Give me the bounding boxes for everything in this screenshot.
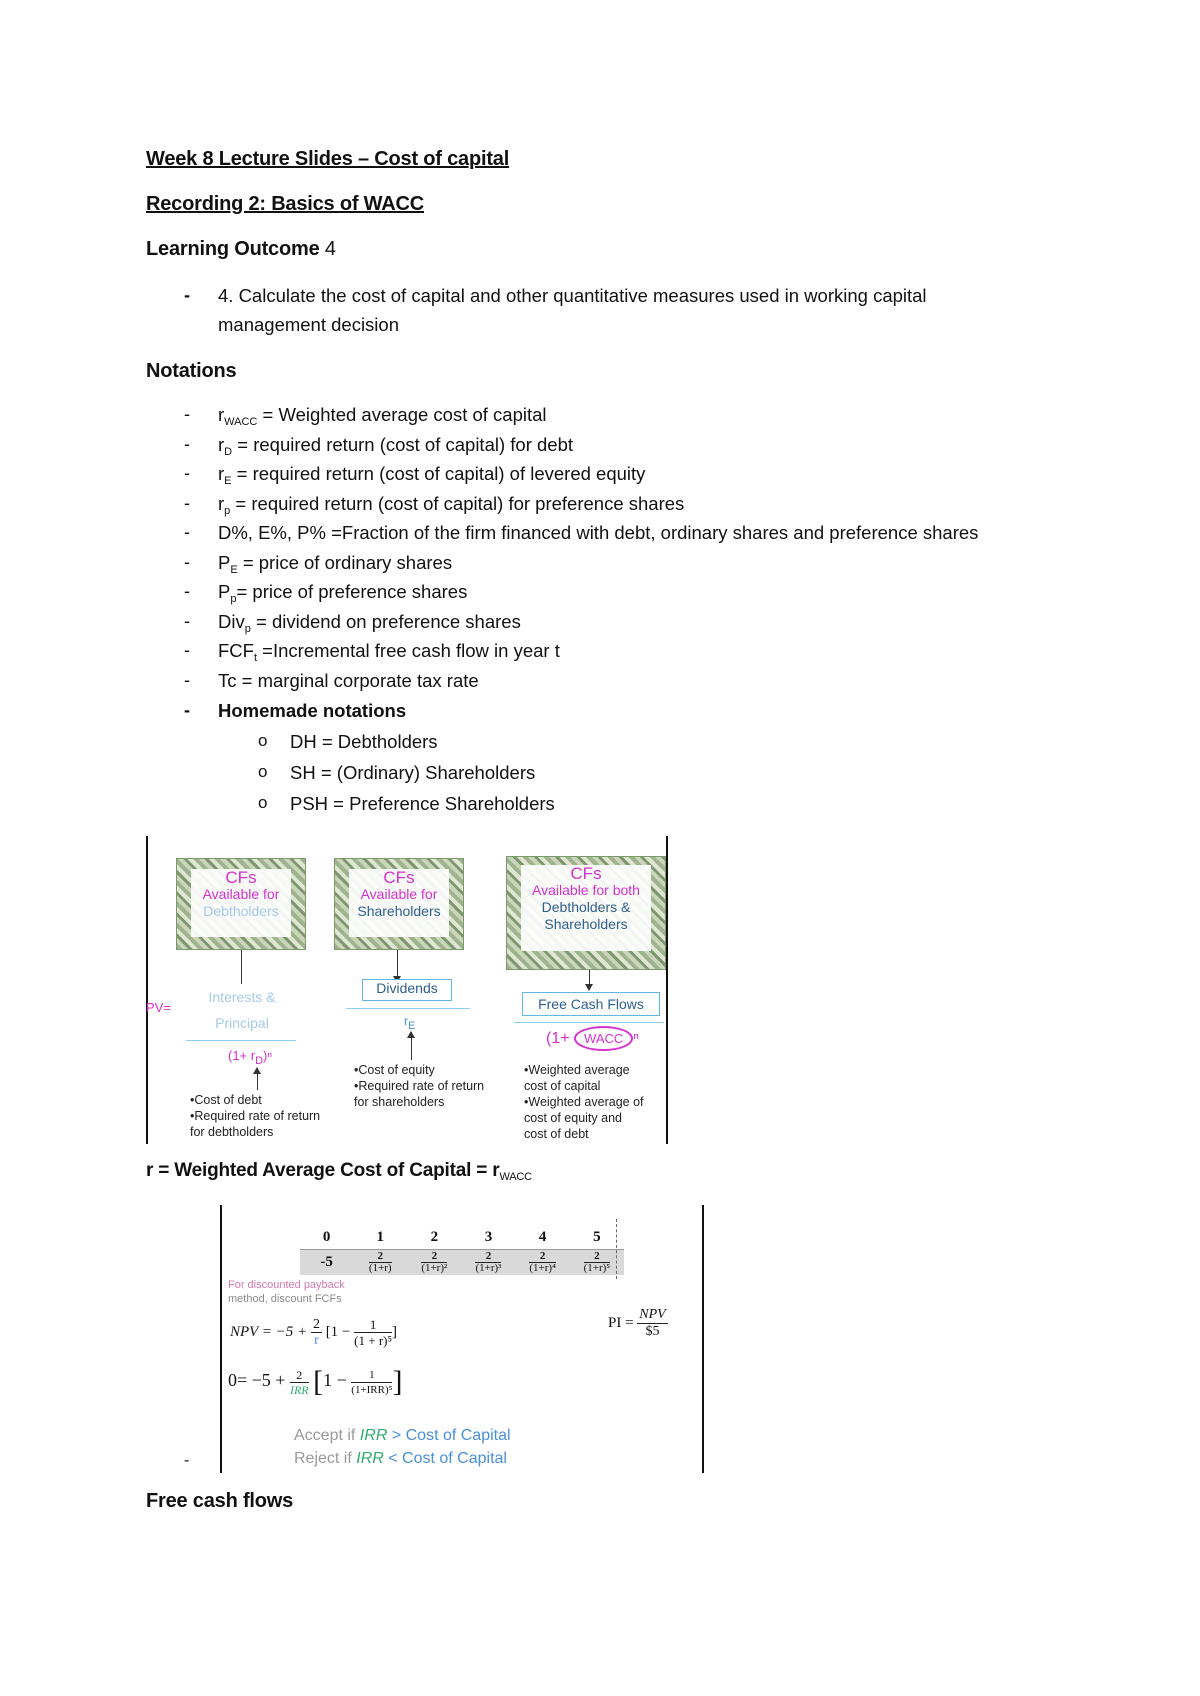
npv-formula: NPV = −5 + $\frac{2}{r} [1$ − $\frac{1}{\text{(1 + r)⁵}}$] bbox=[230, 1317, 398, 1348]
debt-denominator: $(1+ r_D)^n$ bbox=[228, 1048, 273, 1067]
figure2-left-rule bbox=[220, 1205, 222, 1473]
period-cell: 5 bbox=[593, 1228, 601, 1245]
wacc-note: •Weighted average cost of capital •Weighted average of cost of equity and cost of debt bbox=[524, 1063, 644, 1141]
notation-bullet: - bbox=[184, 610, 190, 631]
notation-item: $FCF_t$ =Incremental free cash flow in year t bbox=[218, 640, 560, 664]
npv-irr-figure bbox=[220, 1205, 704, 1473]
document-title: Week 8 Lecture Slides – Cost of capital bbox=[146, 148, 510, 170]
both-cf-line1: Available for both bbox=[532, 882, 640, 898]
notation-bullet: - bbox=[184, 581, 190, 601]
notation-bullet: - bbox=[184, 669, 190, 690]
cash-flow-cell: $\frac{2}{\text{(1+r)⁵}}$ bbox=[570, 1250, 624, 1276]
debtholders-cf-line1: Available for bbox=[202, 886, 280, 902]
period-cell: 1 bbox=[376, 1228, 384, 1245]
shareholders-cf-title: CFs bbox=[383, 868, 415, 887]
homemade-bullet-o: o bbox=[258, 731, 268, 750]
learning-outcome-label: Learning Outcome bbox=[146, 238, 320, 260]
debt-fraction-line bbox=[186, 1040, 296, 1041]
arrow-cost-of-debt bbox=[257, 1068, 258, 1090]
shareholders-cf-box bbox=[334, 858, 464, 950]
notation-item: $P_p=$ price of preference shares bbox=[218, 581, 468, 605]
pi-dashed-arrow bbox=[616, 1219, 617, 1279]
outcome-bullet: - bbox=[184, 285, 190, 305]
notation-item: $r_p$ = required return (cost of capital) for preference shares bbox=[218, 492, 685, 517]
arrow-equity bbox=[397, 950, 398, 982]
learning-outcome-number: 4 bbox=[324, 238, 336, 260]
notation-item: Tc = marginal corporate tax rate bbox=[218, 669, 479, 691]
cash-flow-cell: $\frac{2}{\text{(1+r)²}}$ bbox=[407, 1250, 461, 1276]
period-row bbox=[300, 1225, 624, 1250]
cash-flow-cell: -5 bbox=[300, 1250, 353, 1276]
notation-item: Div$_p$ = dividend on preference shares bbox=[218, 610, 521, 635]
equity-denominator: rE bbox=[404, 1014, 416, 1032]
both-cf-title: CFs bbox=[570, 864, 602, 883]
cash-flow-row bbox=[300, 1250, 624, 1276]
equity-fraction-line bbox=[346, 1008, 470, 1009]
free-cash-flows-heading: Free cash flows bbox=[146, 1490, 294, 1512]
shareholders-cf-line1: Available for bbox=[360, 886, 438, 902]
notation-bullet: - bbox=[184, 492, 190, 513]
notation-bullet: - bbox=[184, 551, 190, 572]
notation-item: $P_E$ = price of ordinary shares bbox=[218, 551, 453, 576]
pv-label: PV= bbox=[146, 1000, 171, 1015]
notations-heading: Notations bbox=[146, 360, 237, 382]
period-cell: 0 bbox=[322, 1228, 331, 1245]
homemade-bullet: - bbox=[184, 700, 190, 720]
notation-item: D%, E%, P% =Fraction of the firm financed with debt, ordinary shares and preference shares bbox=[218, 522, 979, 543]
discounted-payback-note: For discounted payback method, discount FCFs bbox=[228, 1279, 345, 1305]
shareholders-cf-line2: Shareholders bbox=[357, 903, 441, 919]
debtholders-cf-line2: Debtholders bbox=[203, 903, 279, 919]
cash-flow-cell: $\frac{2}{(1+r)}$ bbox=[353, 1250, 407, 1276]
cash-flow-cell: $\frac{2}{\text{(1+r)⁴}}$ bbox=[516, 1250, 570, 1276]
notation-bullet: - bbox=[184, 433, 190, 454]
learning-outcome-heading bbox=[146, 238, 336, 261]
homemade-item: DH = Debtholders bbox=[290, 731, 438, 752]
notation-item: $r_{WACC}$ = Weighted average cost of capital bbox=[218, 404, 547, 428]
reject-rule: Reject if IRR < Cost of Capital bbox=[294, 1450, 507, 1467]
wacc-denominator: (1+ WACC ⁿ bbox=[546, 1026, 639, 1051]
notation-item: $r_E$ = required return (cost of capital) of levered equity bbox=[218, 463, 646, 487]
interest-principal-box bbox=[202, 984, 282, 1036]
notation-bullet: - bbox=[184, 640, 190, 660]
wacc-fraction-line bbox=[514, 1022, 664, 1023]
free-cash-flows-box: Free Cash Flows bbox=[522, 992, 660, 1016]
homemade-bullet-o: o bbox=[258, 793, 268, 812]
irr-formula: 0= −5 + $\frac{2}{\text{IRR}} [1$ − $\frac{1}{\text{(1+IRR)⁵}}$] bbox=[228, 1365, 403, 1398]
cash-flow-timeline bbox=[300, 1225, 624, 1275]
figure2-bullet: - bbox=[184, 1452, 190, 1469]
cost-of-equity-note: •Cost of equity •Required rate of return for shareholders bbox=[354, 1063, 485, 1109]
homemade-notations-heading: Homemade notations bbox=[218, 700, 407, 721]
figure-right-rule bbox=[666, 836, 668, 1144]
wacc-circle: WACC bbox=[574, 1026, 633, 1051]
cash-flow-cell: $\frac{2}{\text{(1+r)³}}$ bbox=[461, 1250, 515, 1276]
both-cf-line2: Debtholders & bbox=[541, 899, 631, 915]
arrow-fcf bbox=[589, 970, 590, 990]
outcome-text-line-2: management decision bbox=[218, 314, 399, 335]
recording-heading: Recording 2: Basics of WACC bbox=[146, 193, 424, 215]
dividends-box: Dividends bbox=[362, 979, 452, 1001]
notation-bullet: - bbox=[184, 522, 190, 542]
cash-flow-diagram bbox=[146, 836, 670, 1144]
figure-left-rule bbox=[146, 836, 148, 1144]
cost-of-debt-note: •Cost of debt •Required rate of return for debtholders bbox=[190, 1093, 321, 1139]
wacc-definition: r = Weighted Average Cost of Capital = $r_{WACC}$ bbox=[146, 1160, 532, 1183]
notation-bullet: - bbox=[184, 463, 190, 483]
debtholders-cf-box bbox=[176, 858, 306, 950]
homemade-item: PSH = Preference Shareholders bbox=[290, 793, 555, 814]
outcome-text-line-1: 4. Calculate the cost of capital and other quantitative measures used in working capital bbox=[218, 285, 927, 306]
notation-item: $r_D$ = required return (cost of capital) for debt bbox=[218, 433, 574, 458]
period-cell: 4 bbox=[538, 1228, 547, 1245]
debtholders-cf-title: CFs bbox=[225, 868, 257, 887]
interest-label: Interests & bbox=[208, 989, 276, 1005]
notation-bullet: - bbox=[184, 404, 190, 424]
homemade-bullet-o: o bbox=[258, 762, 268, 781]
both-cf-box bbox=[506, 856, 666, 970]
arrow-cost-of-equity bbox=[411, 1032, 412, 1060]
homemade-item: SH = (Ordinary) Shareholders bbox=[290, 762, 536, 783]
period-cell: 3 bbox=[484, 1228, 493, 1245]
both-cf-line3: Shareholders bbox=[544, 916, 628, 932]
principal-label: Principal bbox=[215, 1015, 269, 1031]
figure2-right-rule bbox=[702, 1205, 704, 1473]
pi-formula: PI = $\frac{\text{NPV}}{\$5}$ bbox=[608, 1307, 666, 1339]
accept-rule: Accept if IRR > Cost of Capital bbox=[294, 1427, 511, 1444]
period-cell: 2 bbox=[430, 1228, 439, 1245]
